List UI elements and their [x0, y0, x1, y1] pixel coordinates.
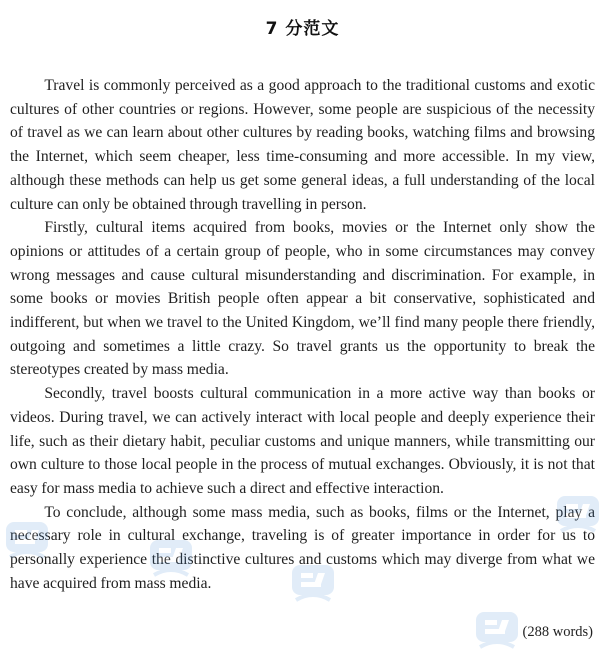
essay-paragraph-first-body: Firstly, cultural items acquired from books, movies or the Internet only show the opinions or attitudes of a certain group of people, who in some circumstances may convey wrong messages and cause cultural misunderstanding and discrimination. For example, in some books or movies British people often appear a bit conservative, sophisticated and indifferent, but when we travel to the United Kingdom, we’ll find many people there friendly, outgoing and sometimes a little crazy. So travel grants us the opportunity to break the stereotypes created by mass media.: [10, 219, 595, 379]
essay-body: [10, 74, 595, 595]
essay-paragraph-introduction: Travel is commonly perceived as a good approach to the traditional customs and exotic cultures of other countries or regions. However, some people are suspicious of the necessity of travel as we can learn about other cultures by reading books, watching films and browsing the Internet, which seem cheaper, less time-consuming and more accessible. In my view, although these methods can help us get some general ideas, a full understanding of the local culture can only be obtained through travelling in person.: [10, 77, 595, 213]
watermark-logo-icon: [470, 602, 524, 656]
page-title: 7 分范文: [265, 19, 340, 39]
essay-paragraph-second-body: Secondly, travel boosts cultural communication in a more active way than books or videos. During travel, we can actively interact with local people and deeply experience their life, such as their dietary habit, peculiar customs and unique manners, while transmitting our own culture to those local people in the process of mutual exchanges. Obviously, it is not that easy for mass media to achieve such a direct and effective interaction.: [10, 385, 595, 497]
word-count: (288 words): [522, 624, 593, 640]
essay-paragraph-conclusion: To conclude, although some mass media, such as books, films or the Internet, play a necessary role in cultural exchange, traveling is of greater importance in order for us to personally experience the distinctive cultures and customs which may diverge from what we have acquired from mass media.: [10, 503, 595, 592]
